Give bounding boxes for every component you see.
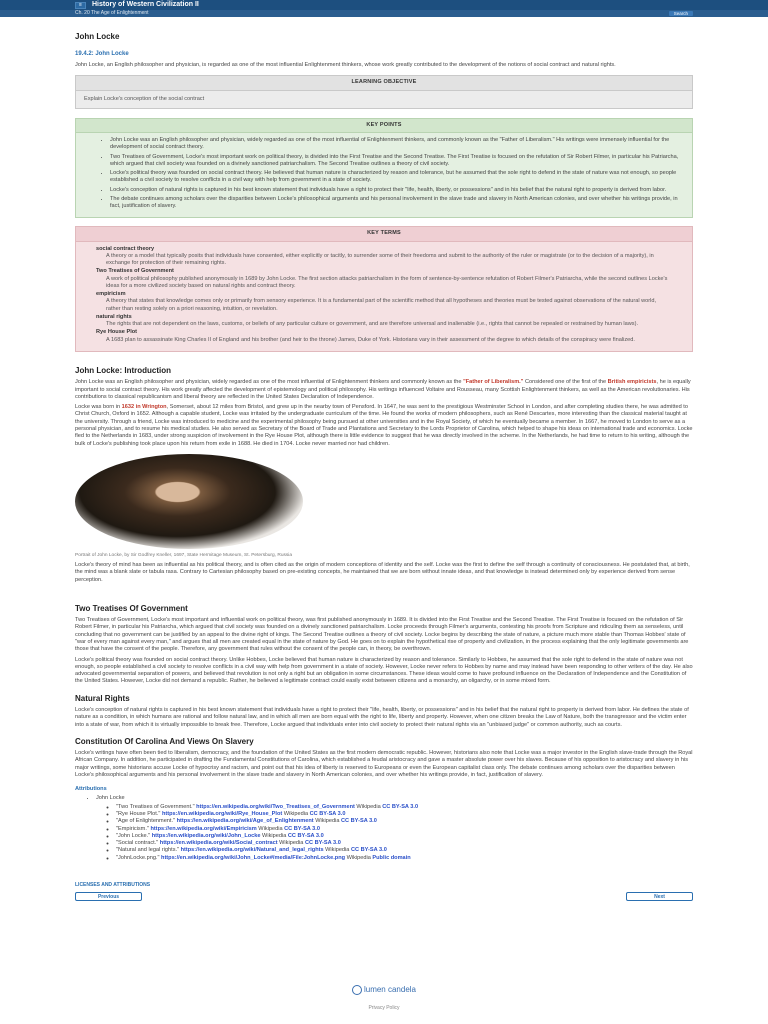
text-run: Wikipedia <box>277 840 305 847</box>
attribution-item <box>116 804 693 811</box>
hamburger-icon[interactable]: ≡ <box>75 2 86 9</box>
text-run: , Somerset, about 12 miles from Bristol, and grew up in the nearby town of Pensford. In 1647, he was sent to the prestigious Westminster School in London, and after completing studies there, he was admitted to Christ Church, Oxford in 1652. Although a capable student, Locke was irritated by the undergraduate curriculum of the time. He found the works of modern philosophers, such as René Descartes, more interesting than the classical material taught at the university. Through a friend, Locke was introduced to medicine and the experimental philosophy being pursued at other universities and in the Royal Society, of which he eventually became a member. In 1667, he moved to London to serve as a personal physician, and to resume his medical studies. He also served as Secretary of the Board of Trade and Plantations and Secretary to the Lords Proprietor of Carolina, which helped to shape his ideas on international trade and economics. Locke fled to the Netherlands in 1683, under strong suspicion of involvement in the Rye House Plot, although there is little evidence to suggest that he was directly involved in the scheme. In the Netherlands, he had time to return to his writing, although the bulk of Locke's publishing took place upon his return from exile in 1688. He died in 1704. Locke never married nor had children. <box>75 404 693 447</box>
text-run: "Natural and legal rights." <box>116 847 181 854</box>
key-point: • The debate continues among scholars over the disparities between Locke's philosophical arguments and his personal involvement in the slave trade and slavery in North American colonies, and over whether his writings provide, in fact, justification of slavery. <box>110 196 684 211</box>
previous-button[interactable]: Previous <box>75 892 142 901</box>
lumen-logo-icon <box>352 985 362 995</box>
key-term: empiricism <box>96 291 126 298</box>
attribution-item <box>116 840 693 847</box>
lumen-logo[interactable] <box>0 985 768 996</box>
text-run: "Social contract." <box>116 840 160 847</box>
attribution-item <box>116 833 693 840</box>
privacy-policy-link[interactable]: Privacy Policy <box>368 1005 400 1011</box>
attribution-url[interactable]: https://en.wikipedia.org/wiki/Social_contract <box>159 840 278 847</box>
learning-objective-box <box>75 75 693 108</box>
attribution-url[interactable]: https://en.wikipedia.org/wiki/Age_of_Enlightenment <box>176 818 314 825</box>
attributions-section <box>75 786 693 862</box>
carolina-heading: Constitution Of Carolina And Views On Slavery <box>75 736 254 746</box>
text-run: Wikipedia <box>260 832 288 839</box>
key-term-definition: A theory that states that knowledge comes only or primarily from sensory experience. It is a fundamental part of the scientific method that all hypotheses and theories must be tested against observations of the natural world, rather than resting solely on a priori reasoning, intuition, or revelation. <box>106 298 657 312</box>
license-link[interactable]: Public domain <box>372 854 411 861</box>
learning-objective-text: Explain Locke's conception of the social contract <box>84 95 205 102</box>
pagination <box>75 892 693 901</box>
text-run: , he is equally important to social contract theory. His work greatly affected the development of epistemology and political philosophy. His writings influenced Voltaire and Rousseau, many Scottish Enlightenment thinkers, as well as the American revolutionaries. His contributions to classical republicanism and liberal theory are reflected in the United States Declaration of Independence. <box>75 379 691 400</box>
treatises-paragraph-2: Locke's political theory was founded on social contract theory. Unlike Hobbes, Locke believed that human nature is characterized by reason and tolerance. Similarly to Hobbes, he assumed that the sole right to defend in the state of nature was not enough, so people established a civil society to resolve conflicts in a civil way with help from government in a state of society. However, Locke never refers to Hobbes by name and may instead have been responding to other writers of the day. He also advocated governmental separation of powers, and believed that revolution is not only a right but an obligation in some circumstances. These ideas would come to have profound influence on the Declaration of Independence and the Constitution of the United States. However, Locke did not demand a republic. Rather, he believed a legitimate contract could easily exist between citizens and a monarchy, an oligarchy, or in some mixed form. <box>75 656 693 685</box>
attribution-group-label: John Locke <box>96 795 125 802</box>
next-button[interactable]: Next <box>626 892 693 901</box>
license-link[interactable]: CC BY-SA 3.0 <box>304 840 341 847</box>
key-point: • Two Treatises of Government, Locke's most important work on political theory, is divided into the First Treatise and the Second Treatise. The First Treatise is focused on the refutation of Sir Robert Filmer, in particular his Patriarcha, which argued that civil society was founded on a divinely sanctioned patriarchalism. The Second Treatise outlines a theory of civil society. <box>110 154 684 169</box>
key-term: Two Treatises of Government <box>96 268 174 275</box>
key-points-box <box>75 118 693 219</box>
attribution-url[interactable]: https://en.wikipedia.org/wiki/John_Locke <box>151 832 261 839</box>
main-content <box>75 17 693 901</box>
key-term-definition: The rights that are not dependent on the laws, customs, or beliefs of any particular culture or government, and are therefore universal and inalienable (i.e., rights that cannot be repealed or restrained by human laws). <box>106 321 639 328</box>
chapter-title: Ch. 20 The Age of Enlightenment <box>75 10 149 17</box>
key-term: social contract theory <box>96 245 155 252</box>
text-run: "Rye House Plot." <box>116 811 162 818</box>
natural-rights-heading: Natural Rights <box>75 693 130 703</box>
intro-paragraph-1 <box>75 379 693 401</box>
intro-heading: John Locke: Introduction <box>75 365 171 375</box>
key-point: • John Locke was an English philosopher and physician, widely regarded as one of the most influential of Enlightenment thinkers, and commonly known as the "Father of Liberalism." His writings were immensely influential for the development of social contract theory. <box>110 137 684 152</box>
attribution-group <box>96 795 693 861</box>
attribution-item <box>116 818 693 825</box>
book-title[interactable]: History of Western Civilization II <box>92 1 199 9</box>
carolina-paragraph: Locke's writings have often been tied to liberalism, democracy, and the foundation of the United States as the first modern democratic republic. However, historians also note that Locke was a major investor in the English slave-trade through the Royal African Company. In addition, he participated in drafting the Fundamental Constitutions of Carolina, which established a feudal aristocracy and gave a master absolute power over his slaves. Because of his opposition to aristocracy and slavery in his major writings, some historians accuse Locke of hypocrisy and racism, and point out that his idea of liberty is reserved to Europeans or even the European capitalist class only. The debate continues among scholars over the disparities between Locke's philosophical arguments and his personal involvement in the slave trade and slavery in North American colonies, and over whether his writings provide, in fact, justification of slavery. <box>75 750 693 778</box>
treatises-paragraph-1: Two Treatises of Government, Locke's most important and influential work on political theory, was first published anonymously in 1689. It is divided into the First Treatise and the Second Treatise. The First Treatise is focused on the refutation of Sir Robert Filmer, in particular his Patriarcha, which argued that civil society was founded on a divinely sanctioned patriarchalism. Locke proceeds through Filmer's arguments, contesting his proofs from Scripture and ridiculing them as senseless, until concluding that no government can be justified by an appeal to the divine right of kings. The Second Treatise outlines a theory of civil society. Locke begins by describing the state of nature, a picture much more stable than Thomas Hobbes' state of "war of every man against every man," and argues that all men are created equal in the state of nature by God. He goes on to explain the hypothetical rise of property and civilization, in the process explaining that the only legitimate governments are those that have the consent of the people. Therefore, any government that rules without the consent of the people can, in theory, be overthrown. <box>75 617 689 653</box>
attribution-url[interactable]: https://en.wikipedia.org/wiki/John_Locke#/media/File:JohnLocke.png <box>161 854 346 861</box>
text-run: Considered one of the first of the <box>523 379 608 386</box>
intro-paragraph: John Locke, an English philosopher and physician, is regarded as one of the most influential Enlightenment thinkers, whose work greatly contributed to the development of the notions of social contract and natural rights. <box>75 62 616 69</box>
key-term: natural rights <box>96 313 132 320</box>
text-run: "Age of Enlightenment." <box>116 818 177 825</box>
intro-paragraph-3: Locke's theory of mind has been as influential as his political theory, and is often cited as the origin of modern conceptions of identity and the self. Locke was the first to define the self through a continuity of consciousness. He postulated that, at birth, the mind was a blank slate or tabula rasa. Contrary to Cartesian philosophy based on pre-existing concepts, he maintained that we are born without innate ideas, and that knowledge is instead determined only by experience derived from sense perception. <box>75 562 690 583</box>
top-bar <box>0 0 768 10</box>
intro-paragraph-2 <box>75 404 693 448</box>
search-button[interactable]: Search <box>669 11 693 16</box>
attribution-url[interactable]: https://en.wikipedia.org/wiki/Natural_and_legal_rights <box>180 847 324 854</box>
attribution-item <box>116 855 693 862</box>
key-points-list <box>76 133 692 217</box>
attribution-url[interactable]: https://en.wikipedia.org/wiki/Rye_House_Plot <box>161 811 283 818</box>
attribution-url[interactable]: https://en.wikipedia.org/wiki/Two_Treatises_of_Government <box>196 803 355 810</box>
text-run: Wikipedia <box>282 811 310 818</box>
attribution-url[interactable]: https://en.wikipedia.org/wiki/Empiricism <box>150 825 257 832</box>
key-terms-list <box>76 242 692 351</box>
text-run: "John Locke." <box>116 832 152 839</box>
wrington-link[interactable]: 1632 in Wrington <box>121 404 167 411</box>
attribution-items <box>96 804 693 862</box>
text-run: John Locke was an English philosopher and physician, widely regarded as one of the most influential of Enlightenment thinkers and commonly known as the <box>75 379 464 386</box>
attributions-toggle[interactable]: Attributions <box>75 786 107 793</box>
empiricists-link[interactable]: British empiricists <box>607 379 657 386</box>
page-title: John Locke <box>75 32 120 41</box>
license-link[interactable]: CC BY-SA 3.0 <box>350 847 387 854</box>
key-term-definition: A work of political philosophy published anonymously in 1689 by John Locke. The first section attacks patriarchalism in the form of sentence-by-sentence refutation of Robert Filmer's Patriarcha, while the second outlines Locke's ideas for a more civilized society based on natural rights and contract theory. <box>106 275 668 289</box>
text-run: "Two Treatises of Government." <box>116 803 197 810</box>
learning-objective-heading: LEARNING OBJECTIVE <box>76 76 692 90</box>
license-link[interactable]: CC BY-SA 3.0 <box>287 832 324 839</box>
key-term-definition: A 1683 plan to assassinate King Charles II of England and his brother (and heir to the throne) James, Duke of York. Historians vary in their assessment of the degree to which details of the conspiracy were finalized. <box>106 336 635 343</box>
text-run: Wikipedia <box>323 847 351 854</box>
text-run: Locke was born in <box>75 404 122 411</box>
text-run: "JohnLocke.png." <box>116 854 162 861</box>
key-terms-box <box>75 226 693 352</box>
license-link[interactable]: CC BY-SA 3.0 <box>382 803 419 810</box>
chapter-bar <box>0 10 768 17</box>
john-locke-portrait <box>75 454 303 549</box>
key-term: Rye House Plot <box>96 329 138 336</box>
liberalism-link[interactable]: "Father of Liberalism." <box>463 379 524 386</box>
key-term-definition: A theory or a model that typically posits that individuals have consented, either explicitly or tacitly, to surrender some of their freedoms and submit to the authority of the ruler or magistrate (or to the decision of a majority), in exchange for protection of their remaining rights. <box>106 252 654 267</box>
brand-name: lumen candela <box>363 985 417 995</box>
text-run: Wikipedia <box>256 825 285 832</box>
key-point: • Locke's political theory was founded on social contract theory. He believed that human nature is characterized by reason and tolerance, but he assumed that the sole right to defend in the state of nature was not enough, so people established a civil society to resolve conflicts in a civil way with help from government in a state of society. <box>110 170 684 185</box>
key-terms-heading: KEY TERMS <box>76 227 692 241</box>
key-points-heading: KEY POINTS <box>76 119 692 133</box>
natural-rights-paragraph: Locke's conception of natural rights is captured in his best known statement that individuals have a right to protect their "life, health, liberty, or possessions" and in his belief that the natural right to property is derived from labor. He defines the state of nature as a condition, in which humans are rational and follow natural law, and in which all men are born equal with the right to life, liberty and property. However, when one citizen breaks the Law of Nature, both the transgressor and the victim enter into a state of war, from which it is virtually impossible to break free. Therefore, Locke argued that individuals enter into civil society to protect their natural rights via an "unbiased judge" or common authority, such as courts. <box>75 706 689 728</box>
text-run: Wikipedia <box>354 803 383 810</box>
key-point: • Locke's conception of natural rights is captured in his best known statement that individuals have a right to protect their "life, health, liberty, or possessions" and in his belief that the natural right to property is derived from labor. <box>110 187 684 194</box>
licenses-link[interactable]: LICENSES AND ATTRIBUTIONS <box>75 881 151 888</box>
attribution-item <box>116 826 693 833</box>
text-run: Wikipedia <box>345 854 373 861</box>
text-run: "Empiricism." <box>116 825 151 832</box>
license-link[interactable]: CC BY-SA 3.0 <box>341 818 377 825</box>
license-link[interactable]: CC BY-SA 3.0 <box>284 825 320 832</box>
section-number-title: 19.4.2: John Locke <box>75 51 129 58</box>
portrait-caption: Portrait of John Locke, by Sir Godfrey Kneller, 1697, State Hermitage Museum, St. Petersburg, Russia <box>75 552 293 558</box>
attribution-item <box>116 847 693 854</box>
treatises-heading: Two Treatises Of Government <box>75 603 188 613</box>
attribution-item <box>116 811 693 818</box>
attributions-list <box>75 795 693 861</box>
license-link[interactable]: CC BY-SA 3.0 <box>309 811 346 818</box>
text-run: Wikipedia <box>313 818 341 825</box>
